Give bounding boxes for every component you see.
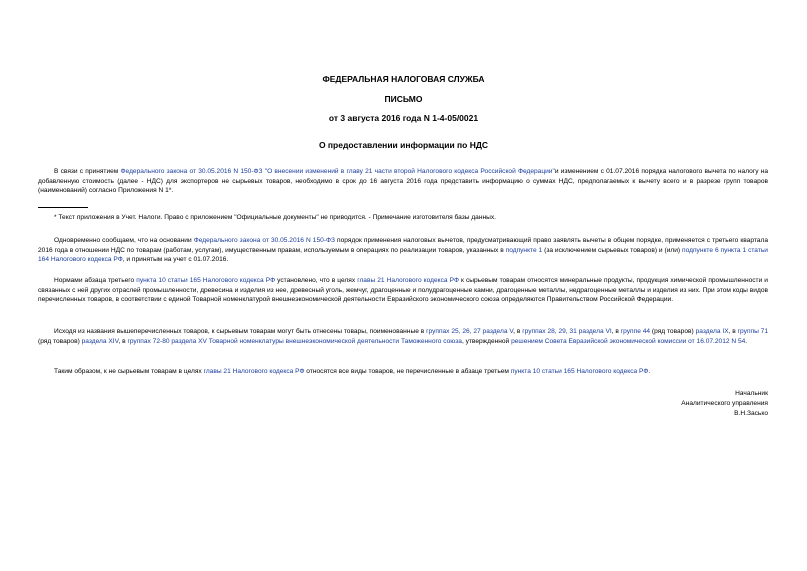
signature-block (681, 389, 768, 419)
paragraph-3 (38, 276, 768, 305)
text: к сырьевым товарам относятся минеральные продукты, продукция химической промышленности и связанных с ней других отраслей промышленности, древесина и изделия из нее, древесный уголь, жемчуг, драгоценные и полудрагоценные камни, драгоценные металлы, недрагоценные металлы и изделия из них. При этом коды видов перечисленных товаров, в соответствии с единой Товарной номенклатурой внешнеэкономической деятельности Евразийского экономического союза определяются Правительством Российской Федерации. (38, 277, 768, 304)
text: Исходя из названия вышеперечисленных товаров, к сырьевым товарам могут быть отнесены товары, поименованные в (54, 328, 427, 335)
group-71-link[interactable]: группы 71 (737, 328, 769, 335)
signatory-position: Начальник (735, 390, 768, 397)
group-44-link[interactable]: группе 44 (620, 328, 651, 335)
text: Одновременно сообщаем, что на основании (54, 237, 194, 244)
groups-28-31-link[interactable]: группах 28, 29, 31 раздела VI (522, 328, 612, 335)
text: , в (611, 328, 621, 335)
text: (ряд товаров) (650, 328, 696, 335)
text: . (745, 337, 748, 345)
document-type: ПИСЬМО (384, 94, 423, 104)
signatory-department: Аналитического управления (681, 400, 768, 407)
article-165-link[interactable]: пункта 10 статьи 165 Налогового кодекса РФ (136, 277, 276, 284)
text: , и принятым на учет с 01.07.2016. (122, 256, 229, 264)
text: В связи с принятием (54, 168, 121, 175)
groups-25-27-link[interactable]: группах 25, 26, 27 раздела V (426, 328, 514, 335)
text: , в (513, 328, 523, 335)
article-164-link[interactable]: подпункте 6 пункта 1 статьи 164 Налогового кодекса РФ (38, 246, 768, 264)
chapter-21-link[interactable]: главы 21 Налогового кодекса РФ (203, 368, 305, 375)
signatory-name: В.Н.Засько (734, 410, 768, 417)
date-number: от 3 августа 2016 года N 1-4-05/0021 (328, 113, 479, 123)
text: Нормами абзаца третьего (54, 277, 137, 284)
text: относятся все виды товаров, не перечисленные в абзаце третьем (304, 368, 511, 375)
text: Таким образом, к не сырьевым товарам в целях (54, 368, 204, 375)
text: , утвержденной (461, 337, 512, 345)
paragraph-2 (38, 236, 768, 265)
paragraph-5 (38, 367, 768, 377)
text: (ряд товаров) (38, 337, 82, 345)
paragraph-4 (38, 327, 768, 346)
law-link[interactable]: Федерального закона от 30.05.2016 N 150-ФЗ "О внесении изменений в главу 21 части второй Налогового кодекса Российской Федерации" (120, 168, 555, 175)
law-link[interactable]: Федерального закона от 30.05.2016 N 150-ФЗ (193, 237, 335, 244)
text: порядок применения налоговых вычетов, предусматривающий право заявлять вычеты в общем порядке, применяется с третьего квартала 2016 года в отношении НДС по товарам (работам, услугам), имущественным правам, используемым в операциях по реализации товаров, указанных в (38, 237, 768, 254)
footnote-divider (38, 207, 88, 208)
text: . (648, 368, 651, 375)
article-165-link[interactable]: пункта 10 статьи 165 Налогового кодекса РФ (510, 368, 649, 375)
section-xiv-link[interactable]: раздела XIV (81, 337, 119, 345)
subject-title: О предоставлении информации по НДС (318, 140, 489, 150)
eec-decision-link[interactable]: решением Совета Евразийской экономической комиссии от 16.07.2012 N 54 (511, 337, 746, 345)
chapter-21-link[interactable]: главы 21 Налогового кодекса РФ (357, 277, 459, 284)
subparagraph-1-link[interactable]: подпункте 1 (505, 246, 543, 254)
text: и изменением с 01.07.2016 порядка налогового вычета по налогу на добавленную стоимость (далее - НДС) для экспортеров не сырьевых товаров, необходимо в срок до 16 августа 2016 года представить информацию о суммах НДС, предполагаемых к вычету всего и в разрезе групп товаров (наименований) согласно Приложения N 1*. (38, 168, 768, 195)
groups-72-80-link[interactable]: группах 72-80 раздела XV Товарной номенклатуры внешнеэкономической деятельности Таможенного союза (127, 337, 462, 345)
agency-title: ФЕДЕРАЛЬНАЯ НАЛОГОВАЯ СЛУЖБА (322, 74, 485, 84)
text: установлено, что в целях (275, 277, 358, 284)
section-ix-link[interactable]: раздела IX (695, 328, 729, 335)
text: (за исключением сырьевых товаров) и (или) (542, 246, 683, 254)
paragraph-1 (38, 167, 768, 196)
footnote: * Текст приложения в Учет. Налоги. Право с приложением "Официальные документы" не приводится. - Примечание изготовителя базы данных. (54, 214, 496, 221)
text: , в (728, 328, 738, 335)
text: , в (118, 337, 128, 345)
